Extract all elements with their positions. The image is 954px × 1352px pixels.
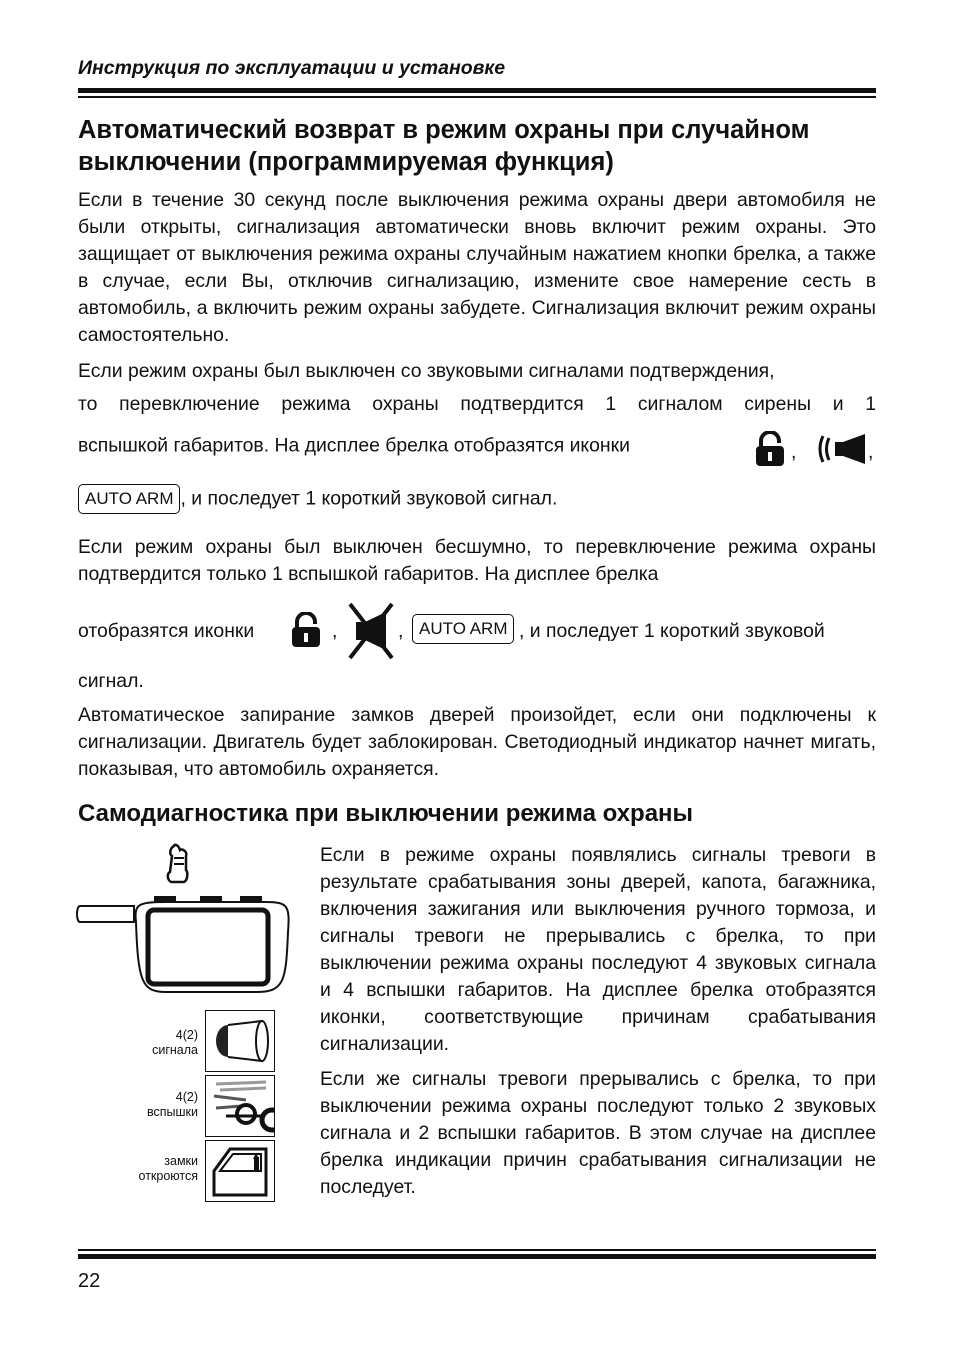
lock-icon — [288, 612, 324, 654]
siren-off-icon — [346, 600, 396, 668]
comma-2: , — [868, 441, 874, 463]
keyfob-icon — [77, 896, 289, 992]
paragraph-2-line-4-text: , и последует 1 короткий звуковой сигнал. — [180, 487, 558, 510]
page-number: 22 — [78, 1270, 101, 1292]
section2-paragraph-2: Если же сигналы тревоги прерывались с брелка, то при выключении режима охраны последуют только 2 звуковых сигнала и 2 вспышки габаритов. В этом случае на дисплее брелка индикации причин срабатывания сигнализации не последует. — [320, 1068, 876, 1198]
lock-icon — [752, 431, 788, 472]
header-rule — [78, 88, 876, 93]
paragraph-3-line-3: сигнал. — [78, 670, 144, 692]
footer-rule — [78, 1254, 876, 1259]
siren-horn-icon — [205, 1010, 275, 1072]
paragraph-4: Автоматическое запирание замков дверей произойдет, если они подключены к сигнализации. Двигатель будет заблокирован. Светодиодный индикатор начнет мигать, показывая, что автомобиль охраняется. — [78, 704, 876, 780]
paragraph-2-line-2: то перевключение режима охраны подтвердится 1 сигналом сирены и 1 — [78, 393, 876, 415]
pointing-hand-icon — [168, 845, 187, 882]
running-title: Инструкция по эксплуатации и установке — [78, 57, 506, 79]
section2-paragraph-1: Если в режиме охраны появлялись сигналы тревоги в результате срабатывания зоны дверей, капота, багажника, включения зажигания или выключения ручного тормоза, и сигналы тревоги не прерывались с брелка, то при выключении режима охраны последуют 4 звуковых сигнала и 4 вспышки габаритов. На дисплее брелка отобразятся иконки, соответствующие причинам срабатывания сигнализации. — [320, 844, 876, 1055]
siren-icon — [815, 430, 869, 473]
caption-flashes: 4(2) вспышки — [147, 1090, 198, 1119]
paragraph-1: Если в течение 30 секунд после выключения режима охраны двери автомобиля не были открыты, сигнализация автоматически вновь включит режим охраны. Это защищает от выключения режима охраны случайным нажатием кнопки брелка, а также в случае, если Вы, отключив сигнализацию, измените свое намерение сесть в автомобиль, а включить режим охраны забудете. Сигнализация включит режим охраны самостоятельно. — [78, 189, 876, 346]
caption-signals: 4(2) сигнала — [152, 1028, 198, 1057]
paragraph-3-lines: Если режим охраны был выключен бесшумно, то перевключение режима охраны подтвердится только 1 вспышкой габаритов. На дисплее брелка — [78, 536, 876, 585]
paragraph-3-line-2a: отобразятся иконки — [78, 620, 255, 642]
flash-lights-icon — [205, 1075, 275, 1137]
car-door-icon — [205, 1140, 275, 1202]
caption-locks: замки откроются — [138, 1154, 198, 1183]
paragraph-3-line-2b: , и последует 1 короткий звуковой — [519, 620, 825, 642]
section1-title: Автоматический возврат в режим охраны при случайном выключении (программируемая функция) — [78, 116, 810, 176]
comma-1: , — [791, 441, 797, 463]
keyfob-illustration — [76, 842, 296, 1002]
header-rule-thin — [78, 96, 876, 98]
paragraph-2-line-4 — [78, 484, 557, 522]
comma-4: , — [398, 620, 404, 642]
comma-3: , — [332, 620, 338, 642]
footer-rule-thin — [78, 1249, 876, 1251]
paragraph-2-line-1: Если режим охраны был выключен со звуковыми сигналами подтверждения, — [78, 360, 775, 382]
auto-arm-icon: AUTO ARM — [78, 484, 180, 514]
section2-title: Самодиагностика при выключении режима охраны — [78, 800, 694, 827]
paragraph-2-line-3-text: вспышкой габаритов. На дисплее брелка отобразятся иконки — [78, 434, 630, 457]
auto-arm-icon: AUTO ARM — [412, 614, 514, 644]
paragraph-3-icon-line — [78, 600, 876, 664]
